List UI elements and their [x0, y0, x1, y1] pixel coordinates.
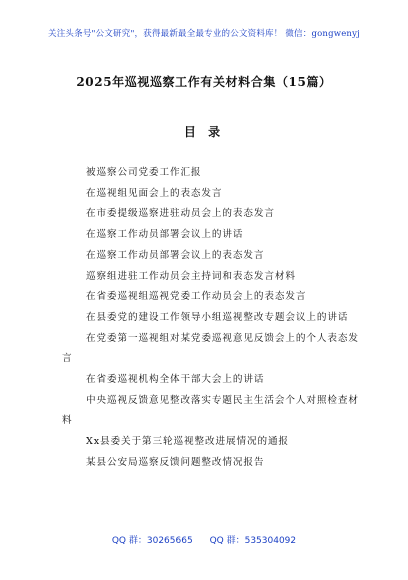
- qq-group-2: QQ 群：535304092: [209, 536, 297, 546]
- toc-item: 在省委巡视组巡视党委工作动员会上的表态发言: [86, 291, 307, 303]
- toc-item: 中央巡视反馈意见整改落实专题民主生活会个人对照检查材料: [62, 394, 359, 427]
- toc-item: 在党委第一巡视组对某党委巡视意见反馈会上的个人表态发言: [62, 332, 359, 365]
- toc-item: 在省委巡视机构全体干部大会上的讲话: [86, 374, 265, 386]
- toc-heading: 目 录: [183, 125, 225, 139]
- toc-item: 在巡察工作动员部署会议上的表态发言: [86, 249, 265, 261]
- toc-item: 在巡视组见面会上的表态发言: [86, 187, 223, 199]
- toc-item: 在市委提级巡察进驻动员会上的表态发言: [86, 208, 275, 220]
- document-title: 2025年巡视巡察工作有关材料合集（15篇）: [76, 75, 332, 89]
- toc-list: [62, 163, 362, 474]
- toc-item: 被巡察公司党委工作汇报: [86, 167, 202, 178]
- header-banner: 关注头条号"公文研究"，获得最新最全最专业的公文资料库！ 微信：gongwenyj: [48, 29, 360, 39]
- footer-contact: [0, 533, 408, 546]
- toc-item: 巡察组进驻工作动员会主持词和表态发言材料: [86, 270, 296, 282]
- toc-item: 某县公安局巡察反馈问题整改情况报告: [86, 456, 265, 468]
- toc-item: Xx县委关于第三轮巡视整改进展情况的通报: [86, 436, 289, 448]
- toc-item: 在巡察工作动员部署会议上的讲话: [86, 229, 244, 241]
- toc-item: 在县委党的建设工作领导小组巡视整改专题会议上的讲话: [86, 311, 349, 323]
- qq-group-1: QQ 群：30265665: [111, 536, 193, 546]
